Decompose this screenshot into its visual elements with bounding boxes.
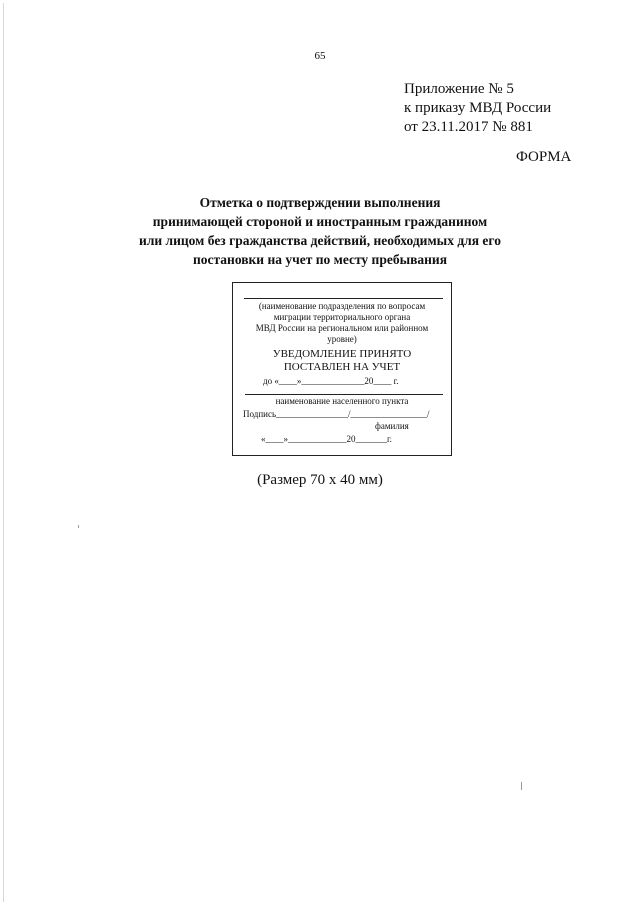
stamp-top-rule: [244, 298, 443, 299]
org-caption: [237, 301, 447, 345]
stamp-size-note: (Размер 70 х 40 мм): [257, 472, 383, 488]
settlement-caption: наименование населенного пункта: [275, 396, 409, 406]
appendix-line: от 23.11.2017 № 881: [404, 119, 533, 135]
appendix-line: к приказу МВД России: [404, 100, 552, 116]
org-caption-line: МВД России на региональном или районном: [255, 323, 429, 333]
stamp-notice: [233, 348, 451, 374]
title-line: принимающей стороной и иностранным гражданином: [152, 214, 488, 229]
signature-line: Подпись________________/_________________/: [243, 409, 430, 419]
notice-line: УВЕДОМЛЕНИЕ ПРИНЯТО: [272, 348, 412, 360]
scan-artifact: [78, 525, 79, 528]
org-caption-line: миграции территориального органа: [273, 312, 411, 322]
org-caption-line: уровне): [327, 334, 357, 344]
registration-stamp: [232, 282, 452, 456]
scan-artifact: [521, 782, 522, 790]
title-line: постановки на учет по месту пребывания: [192, 252, 448, 267]
surname-caption: фамилия: [375, 421, 409, 431]
notice-line: ПОСТАВЛЕН НА УЧЕТ: [283, 361, 401, 373]
stamp-middle-rule: [245, 394, 443, 395]
title-line: или лицом без гражданства действий, необходимых для его: [139, 233, 501, 248]
appendix-line: Приложение № 5: [404, 81, 514, 97]
stamp-date-line: «____»_____________20_______г.: [261, 434, 392, 444]
document-title: [100, 193, 540, 269]
org-caption-line: (наименование подразделения по вопросам: [258, 301, 426, 311]
until-date-line: до «____»______________20____ г.: [263, 376, 399, 386]
title-line: Отметка о подтверждении выполнения: [199, 195, 441, 210]
appendix-reference: [404, 80, 551, 137]
form-label: ФОРМА: [516, 149, 572, 165]
page-number: 65: [314, 50, 326, 62]
